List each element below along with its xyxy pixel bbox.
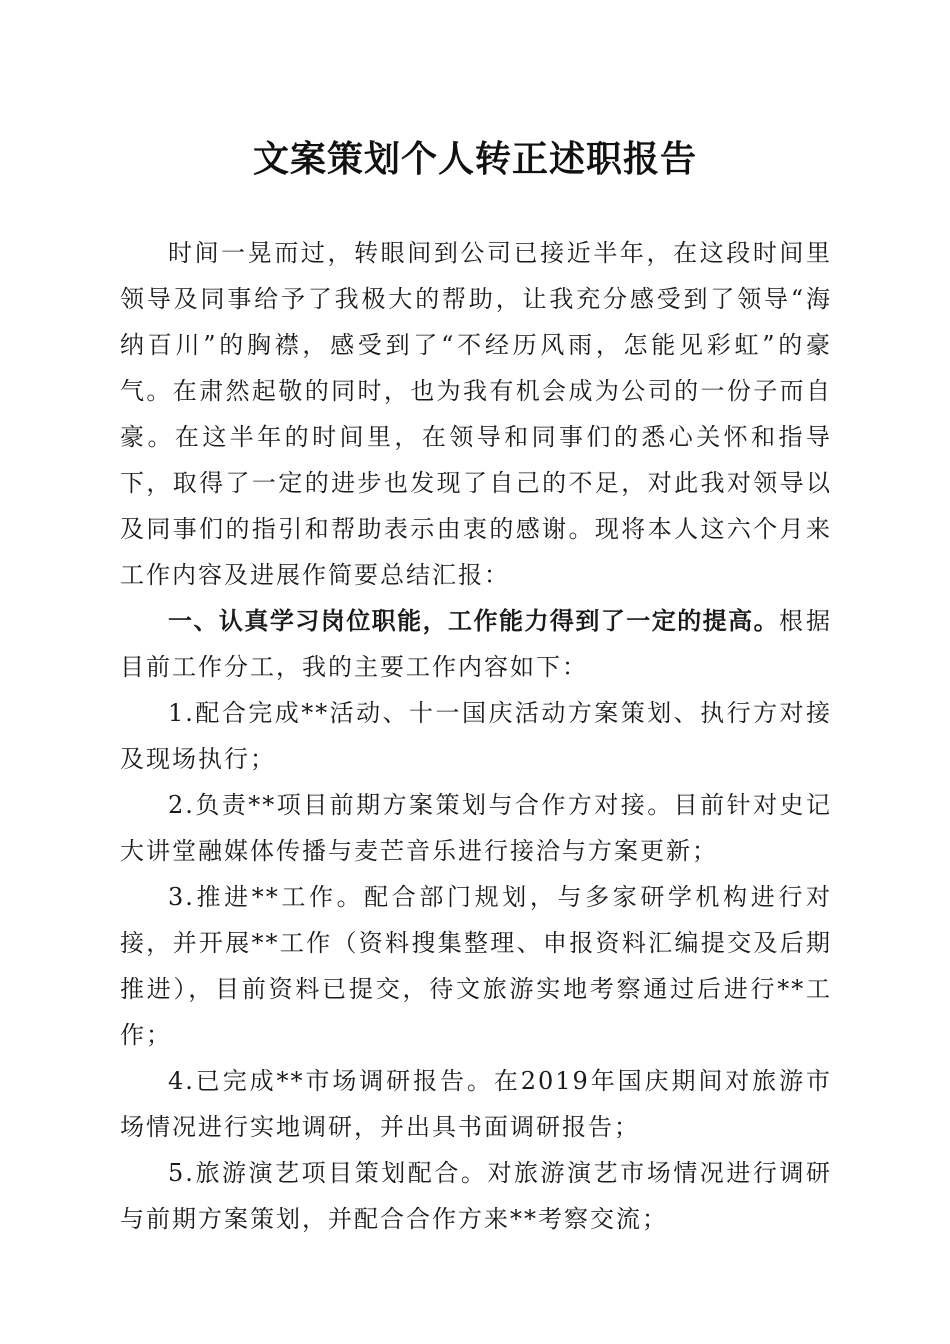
list-item: 4.已完成**市场调研报告。在2019年国庆期间对旅游市场情况进行实地调研，并出具书面调研报告； [120,1067,832,1141]
document-body [120,230,832,1242]
section-1-paragraph [120,598,832,690]
list-item: 2.负责**项目前期方案策划与合作方对接。目前针对史记大讲堂融媒体传播与麦芒音乐进行接洽与方案更新； [120,791,832,865]
list-item: 5.旅游演艺项目策划配合。对旅游演艺市场情况进行调研与前期方案策划，并配合合作方来**考察交流； [120,1159,832,1233]
list-item: 3.推进**工作。配合部门规划，与多家研学机构进行对接，并开展**工作（资料搜集整理、申报资料汇编提交及后期推进），目前资料已提交，待文旅游实地考察通过后进行**工作； [120,883,832,1049]
section-1-text: 根据目前工作分工，我的主要工作内容如下： [120,607,833,681]
list-item: 1.配合完成**活动、十一国庆活动方案策划、执行方对接及现场执行； [120,699,832,773]
section-1-heading: 一、认真学习岗位职能，工作能力得到了一定的提高。 [168,607,780,635]
intro-paragraph: 时间一晃而过，转眼间到公司已接近半年，在这段时间里领导及同事给予了我极大的帮助，让我充分感受到了领导“海纳百川”的胸襟，感受到了“不经历风雨，怎能见彩虹”的豪气。在肃然起敬的同时，也为我有机会成为公司的一份子而自豪。在这半年的时间里，在领导和同事们的悉心关怀和指导下，取得了一定的进步也发现了自己的不足，对此我对领导以及同事们的指引和帮助表示由衷的感谢。现将本人这六个月来工作内容及进展作简要总结汇报： [120,239,832,589]
document-title: 文案策划个人转正述职报告 [252,138,697,180]
